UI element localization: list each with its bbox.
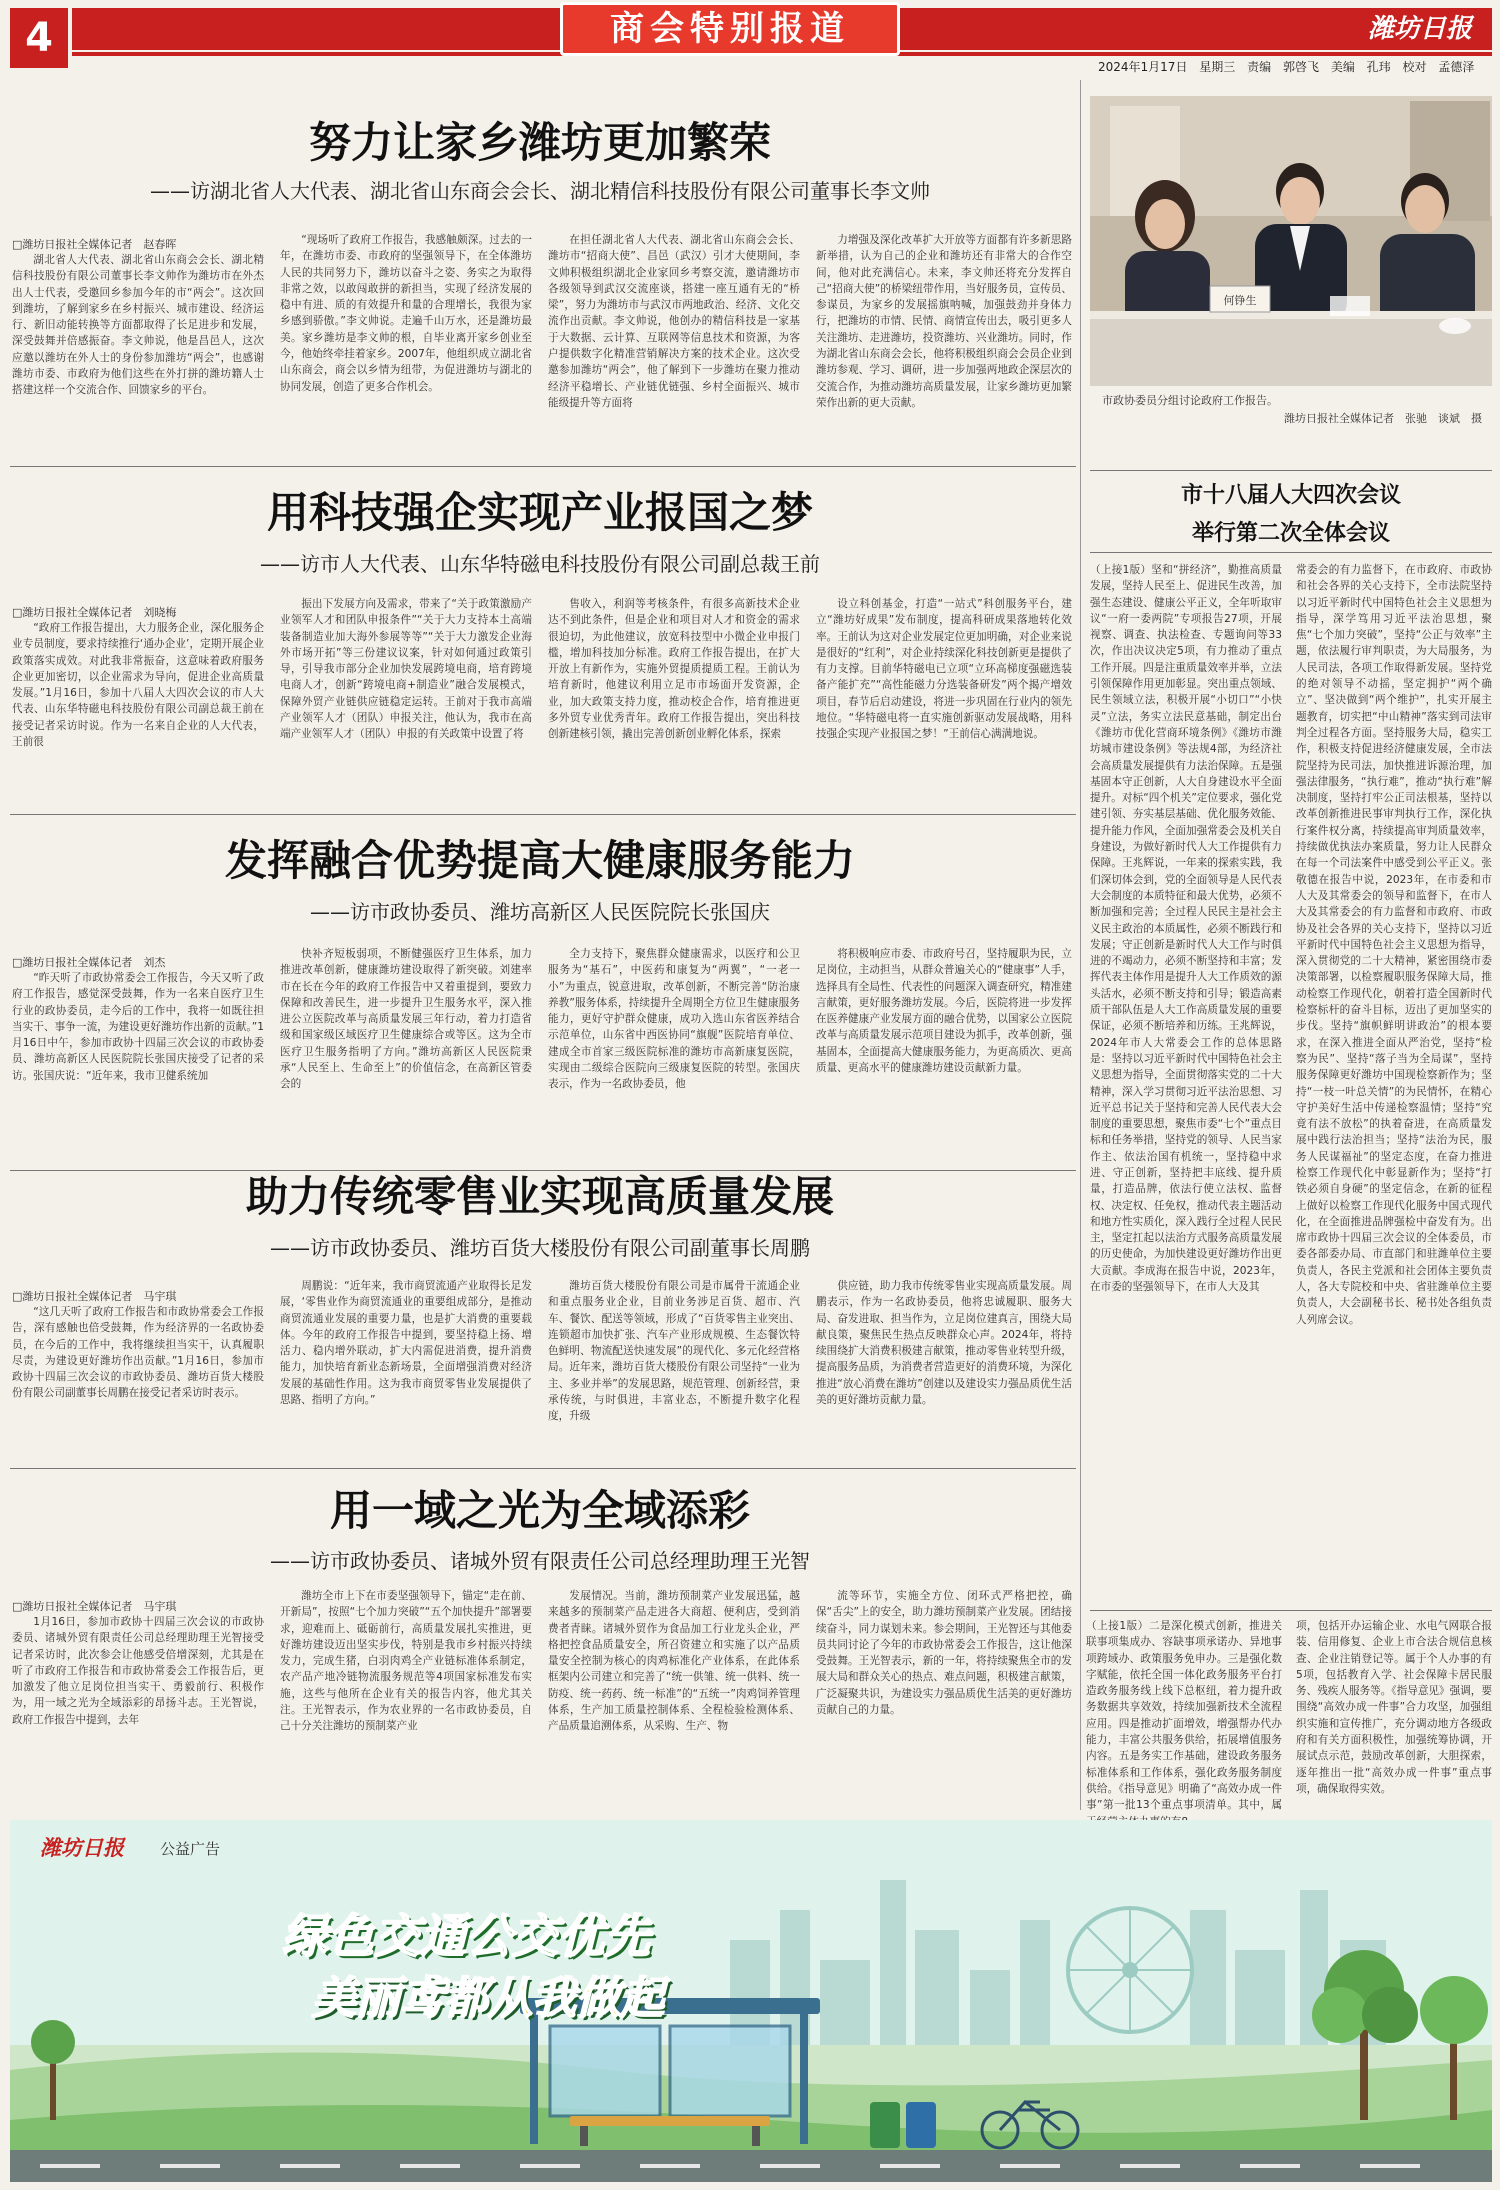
ad-label: 公益广告 — [160, 1840, 221, 1858]
section-title: 商会特别报道 — [610, 9, 850, 49]
article-2-headline: 用科技强企实现产业报国之梦 — [266, 488, 813, 537]
photo-credit: 潍坊日报社全媒体记者 张驰 谈斌 摄 — [1284, 412, 1482, 425]
staff-role: 美编 — [1330, 60, 1355, 74]
masthead — [0, 0, 1500, 72]
article-5-byline: □潍坊日报社全媒体记者 马宇琪 — [12, 1600, 177, 1613]
article-1-column: 湖北省人大代表、湖北省山东商会会长、湖北精信科技股份有限公司董事长李文帅作为潍坊市在外杰出人士代表，受邀回乡参加今年的市“两会”。这次回到潍坊，了解到家乡在乡村振兴、城市建设、经济运行、新旧动能转换等方面都取得了长足进步和发展，深受鼓舞并倍感振奋。李文帅说，他是昌邑人，这次应邀以潍坊在外人士的身份参加潍坊“两会”，也感谢潍坊市委、市政府为他们这些在外打拼的潍坊籍人士搭建这样一个交流合作、回馈家乡的平台。 — [12, 254, 264, 397]
article-1-subhead: ——访湖北省人大代表、湖北省山东商会会长、湖北精信科技股份有限公司董事长李文帅 — [150, 179, 930, 203]
article-3-byline: □潍坊日报社全媒体记者 刘杰 — [12, 956, 166, 969]
public-service-ad — [10, 1820, 1492, 2182]
side-divider — [1090, 552, 1492, 553]
article-5-column: 1月16日，参加市政协十四届三次会议的市政协委员、诸城外贸有限责任公司总经理助理王光智接受记者采访时，此次参会让他感受倍增深刻，尤其是在听了市政府工作报告和市政协常委会工作报告后，更加激发了他立足岗位担当实干、勇毅前行、积极作为，用一域之光为全域添彩的昂扬斗志。王光智说，政府工作报告中提到，去年 — [12, 1616, 264, 1726]
article-divider — [10, 1468, 1076, 1469]
side-divider — [1090, 1610, 1492, 1611]
article-divider — [10, 466, 1076, 467]
photo-caption: 市政协委员分组讨论政府工作报告。 — [1102, 394, 1278, 407]
issue-weekday: 星期三 — [1199, 60, 1236, 74]
article-4-column: 供应链，助力我市传统零售业实现高质量发展。周鹏表示，作为一名政协委员，他将忠诚履职、服务大局、奋发进取、担当作为，立足岗位建真言，围绕大局献良策，聚焦民生热点反映群众心声。2024年，将持续围绕扩大消费积极建言献策，推动零售业转型升级，提高服务品质，为消费者营造更好的消费环境，为深化推进“放心消费在潍坊”创建以及建设实力强品质优生活美的更好潍坊贡献力量。 — [816, 1280, 1072, 1407]
article-5-column: 潍坊全市上下在市委坚强领导下，锚定“走在前、开新局”，按照“七个加力突破”“五个加快提升”部署要求，迎难而上、砥砺前行，高质量发展扎实推进，更好潍坊建设迈出坚实步伐，特别是我市乡村振兴持续发力，完成生猪，白羽肉鸡全产业链标准体系制定，农产品产地冷链物流服务规范等4项国家标准发布实施，这些与他所在企业有关的报告内容，他尤其关注。王光智表示，作为农业界的一名市政协委员，自己十分关注潍坊的预制菜产业 — [280, 1590, 532, 1733]
article-5-column: 发展情况。当前，潍坊预制菜产业发展迅猛，越来越多的预制菜产品走进各大商超、便利店，受到消费者青睐。诸城外贸作为食品加工行业龙头企业，严格把控食品质量安全，所召资建立和实施了以产品质量安全控制为核心的肉鸡标准化产业体系，在此体系框架内公司建立和完善了“统一供雏、统一供料、统一防疫、统一药药、统一标准”的“五统一”肉鸡饲养管理体系，生产加工质量控制体系、全程检验检测体系、产品质量追溯体系，从采购、生产、物 — [548, 1590, 800, 1733]
column-separator — [1080, 80, 1081, 1810]
article-3-column: 将积极响应市委、市政府号召，坚持履职为民，立足岗位，主动担当，从群众普遍关心的“健康事”人手，选择具有全局性、代表性的问题深入调查研究，精准建言献策，更好服务潍坊发展。今后，医院将进一步发挥在医养健康产业发展方面的融合优势，以国家公立医院改革与高质量发展示范项目建设为抓手，改革创新，强基固本，全面提高大健康服务能力，为更高质次、更高质量、更高水平的健康潍坊建设贡献新力量。 — [816, 948, 1072, 1075]
continuation-column: 项，包括开办运输企业、水电气网联合报装、信用修复、企业上市合法合规信息核查、企业注销登记等。属于个人办事的有5项，包括教育入学、社会保障卡居民服务、残疾人服务等。《指导意见》强调，要围绕“高效办成一件事”合力攻坚，加强组织实施和宣传推广，充分调动地方各级政府和有关方面积极性，加强统筹协调，开展试点示范，鼓励改革创新，大胆探索，逐年推出一批“高效办成一件事”重点事项，确保取得实效。 — [1296, 1620, 1492, 1795]
article-1-column: 在担任湖北省人大代表、湖北省山东商会会长、潍坊市“招商大使”、昌邑（武汉）引才大使期间，李文帅积极组织湖北企业家回乡考察交流，邀请潍坊市各级领导到武汉交流座谈，搭建一座互通有无的“桥梁”，努力为潍坊市与武汉市两地政治、经济、文化交流作出贡献。李文帅说，他创办的精信科技是一家基于大数据、云计算、互联网等信息技术和资源，为客户提供数字化精准营销解决方案的技术企业。这次受邀参加潍坊“两会”，他了解到下一步潍坊在聚力推动经济平稳增长、产业链优链强、乡村全面振兴、城市能级提升等方面将 — [548, 234, 800, 409]
article-1-column: 力增强及深化改革扩大开放等方面都有许多新思路新举措，认为自己的企业和潍坊还有非常大的合作空间，他对此充满信心。未来，李文帅还将充分发挥自己“招商大使”的桥梁纽带作用，当好服务员，宣传员、参谋员，为家乡的发展摇旗呐喊，加强鼓劲并身体力行，把潍坊的市情、民情、商情宣传出去，吸引更多人关注潍坊、走进潍坊，投资潍坊、兴业潍坊。同时，作为湖北省山东商会会长，他将积极组织商会会员企业到潍坊参观、学习、调研，进一步加强两地政企深层次的交流合作，为推动潍坊高质量发展，让家乡潍坊更加繁荣作出新的更大贡献。 — [816, 234, 1072, 409]
article-4-subhead: ——访市政协委员、潍坊百货大楼股份有限公司副董事长周鹏 — [270, 1236, 810, 1260]
staff-role: 责编 — [1247, 60, 1272, 74]
article-5-headline: 用一域之光为全域添彩 — [329, 1486, 750, 1535]
side-divider — [1090, 470, 1492, 471]
side-article-column: 常委会的有力监督下，在市政府、市政协和社会各界的关心支持下，全市法院坚持以习近平新时代中国特色社会主义思想为指导，深学笃用习近平法治思想，聚焦“七个加力突破”，坚持“公正与效率”主题，依法履行审判职责，为大局服务，为人民司法，各项工作取得新发展。坚持党的绝对领导不动摇，坚定拥护“两个确立”、坚决做到“两个维护”，扎实开展主题教育，切实把“中山精神”落实到司法审判全过程各方面。坚持服务大局，稳实工作，积极支持促进经济健康发展，全市法院坚持为民司法，加快推进诉源治理，加强法律服务，“执行难”，推动“执行难”解决制度，坚持打牢公正司法根基，坚持以改革创新推进民事审判执行工作，深化执行案件权分离，持续提高审判质量效率，持续做优执法办案质量，努力让人民群众在每一个司法案件中感受到公平正义。张敬德在报告中说，2023年，在市委和市人大及其常委会的领导和监督下，在市人大及其常委会的有力监督和市政府、市政协及社会各界的关心支持下，坚持以习近平新时代中国特色社会主义思想为指导，深入贯彻党的二十大精神，紧密围绕市委决策部署，以检察履职服务保障大局，推动检察工作现代化，朝着打造全国新时代检察标杆的奋斗目标，迈出了更加坚实的步伐。坚持“旗帜鲜明讲政治”的根本要求，在深入推进全面从严治党，坚持“检察为民”、坚持“落子当为全局谋”，坚持服务保障更好潍坊中国现检察新作为；坚持“一枝一叶总关情”的为民情怀，在精心守护美好生活中传递检察温情；坚持“究竟有法不放松”的执着奋进，在高质量发展中践行法治担当；坚持“法治为民，服务人民谋福祉”的坚定态度，在奋力推进检察工作现代化中彰显新作为；坚持“打铁必须自身硬”的坚定信念，在新的征程上做好以检察工作现代化服务中国式现代化，在全面推进品牌强检中奋发有为。出席市政协十四届三次会议的全体委员，市委各部委办局、市直部门和驻潍单位主要负责人，各民主党派和社会团体主要负责人，各大专院校和中央、省驻潍单位主要负责人，大会副秘书长、秘书处各组负责人列席会议。 — [1296, 564, 1492, 1326]
article-3-column: “昨天听了市政协常委会工作报告，今天又听了政府工作报告，感觉深受鼓舞，作为一名来自医疗卫生行业的政协委员，走今后的工作中，我将一如既往担当实干、事争一流，为建设更好潍坊作出新的贡献。”1月16日中午，参加市政协十四届三次会议的市政协委员、潍坊高新区人民医院院长张国庆接受了记者的采访。张国庆说：“近年来，我市卫健系统加 — [12, 972, 264, 1082]
article-2-byline: □潍坊日报社全媒体记者 刘晓梅 — [12, 606, 177, 619]
issue-date: 2024年1月17日 — [1098, 60, 1188, 74]
article-2-column: “政府工作报告提出，大力服务企业，深化服务企业专员制度，要求持续推行‘通办企业’，定期开展企业政策落实成效。对此我非常振奋，这意味着政府服务企业更加密切，以企业需求为导向，促进企业高质量发展。”1月16日，参加十八届人大四次会议的市人大代表、山东华特磁电科技股份有限公司副总裁王前在接受记者采访时说。作为一名来自企业的人大代表，王前很 — [12, 622, 264, 749]
staff-name: 孔玮 — [1366, 60, 1391, 74]
staff-name: 郭啓飞 — [1282, 60, 1319, 74]
article-4-column: “这几天听了政府工作报告和市政协常委会工作报告，深有感触也倍受鼓舞，作为经济界的一名政协委员，在今后的工作中，我将继续担当实干，认真履职尽责，为建设更好潍坊作出贡献。”1月16日，参加市政协十四届三次会议的市政协委员、潍坊百货大楼股份有限公司副董事长周鹏在接受记者采访时表示。 — [12, 1306, 264, 1400]
article-1-column: “现场听了政府工作报告，我感触颇深。过去的一年，在潍坊市委、市政府的坚强领导下，在全体潍坊人民的共同努力下，潍坊以奋斗之姿、务实之为取得非常之效，以敢闯敢拼的新担当，实现了经济发展的稳中有进、质的有效提升和量的合理增长，我很为家乡感到骄傲。”李文帅说。走遍千山万水，还是潍坊最美。家乡潍坊是李文帅的根，自毕业离开家乡创业至今，他始终牵挂着家乡。2007年，他组织成立湖北省山东商会，商会以乡情为纽带，为促进潍坊与湖北的协同发展，创造了更多合作机会。 — [280, 234, 532, 393]
staff-role: 校对 — [1402, 60, 1427, 74]
side-article-headline-1: 市十八届人大四次会议 — [1180, 482, 1401, 508]
article-1-byline: □潍坊日报社全媒体记者 赵春晖 — [12, 238, 177, 251]
news-photo — [1090, 96, 1492, 386]
article-2-subhead: ——访市人大代表、山东华特磁电科技股份有限公司副总裁王前 — [260, 552, 820, 576]
photo-caption-block — [1090, 392, 1492, 432]
article-5-subhead: ——访市政协委员、诸城外贸有限责任公司总经理助理王光智 — [270, 1549, 810, 1573]
article-3-subhead: ——访市政协委员、潍坊高新区人民医院院长张国庆 — [310, 900, 770, 924]
side-article-headline-2: 举行第二次全体会议 — [1191, 520, 1390, 546]
continuation-column: （上接1版）二是深化模式创新，推进关联事项集成办、容缺事项承诺办、异地事项跨域办、政策服务免申办。三是强化数字赋能，依托全国一体化政务服务平台打造政务服务线上线下总枢纽，着力提升政务数据共享效效，持续加强新技术全流程应用。四是推动扩面增效，增强帮办代办能力，丰富公共服务供给，拓展增值服务内容。五是务实工作基础，建设政务服务标准体系和工作体系，强化政务服务制度供给。《指导意见》明确了“高效办成一件事”第一批13个重点事项清单。其中，属 — [1086, 1620, 1282, 1812]
article-divider — [10, 814, 1076, 815]
article-4-byline: □潍坊日报社全媒体记者 马宇琪 — [12, 1290, 177, 1303]
date-line — [1090, 58, 1495, 74]
article-3-column: 快补齐短板弱项，不断健强医疗卫生体系，加力推进改革创新，健康潍坊建设取得了新突破。刘建率市在长在今年的政府工作报告中又着重提到，要致力保障和改善民生，进一步提升卫生服务水平，深入推进公立医院改革与高质量发展三年行动，着力打造省级和国家级区域医疗卫生健康综合或等区。这为全市医疗卫生服务指明了方向。”潍坊高新区人民医院秉承“人民至上、生命至上”的价值信念，在高新区管委会的 — [280, 948, 532, 1091]
meeting-photo-illustration — [1090, 96, 1492, 386]
article-2-column: 设立科创基金，打造“一站式”科创服务平台，建立“潍坊好成果”发布制度，提高科研成果落地转化效率。王前认为这对企业发展定位更加明确，对企业来说是很好的“红利”，对企业持续深化科技创新更是提供了有力支撑。目前华特磁电已立项“立环高梯度强磁选装备产能扩充”“高性能磁力分选装备研发”两个揭产增效项目，春节后启动建设，将进一步巩固在行业内的领先地位。“华特磁电将一直实施创新驱动发展战略，用科技强企实现产业报国之梦！”王前信心满满地说。 — [816, 598, 1072, 741]
ad-slogan-line-2: 美丽鸢都从我做起 — [312, 1973, 664, 2024]
ad-illustration — [10, 1820, 1492, 2182]
article-4-column: 周鹏说：“近年来，我市商贸流通产业取得长足发展，‘零售业作为商贸流通业的重要组成部分，是推动商贸流通业发展的重要力量，也是扩大消费的重要载体。今年的政府工作报告中提到，要坚持稳上扬、增活力、稳内增外联动，扩大内需促进消费，提升消费能力，加快培育新业态新场景，全面增强消费对经济发展的基础性作用。这为我市商贸零售业发展提供了思路、指明了方向。” — [280, 1280, 532, 1407]
article-1-headline: 努力让家乡潍坊更加繁荣 — [308, 118, 771, 167]
article-2-column: 振出下发展方向及需求，带来了“关于政策激励产业领军人才和团队申报条件”“关于大力支持本土高端装备制造业加大海外参展等等”“关于大力激发企业海外市场开拓”等三份建议议案，针对如何通过政策引导，引导我市部分企业加快发展跨境电商，培育跨境电商人才，创新“跨境电商+制造业”融合发展模式，保障外贸产业链供应链稳定运转。王前对于我市高端产业领军人才（团队）申报关注，他认为，我市在高端产业领军人才（团队）申报的有关政策中设置了将 — [280, 598, 532, 741]
ad-brand: 潍坊日报 — [40, 1835, 124, 1860]
staff-name: 孟德泽 — [1438, 60, 1475, 74]
article-4-headline: 助力传统零售业实现高质量发展 — [245, 1172, 834, 1221]
page-number: 4 — [25, 15, 53, 61]
ad-slogan-line-1: 绿色交通公交优先 — [282, 1909, 650, 1963]
article-4-column: 潍坊百货大楼股份有限公司是市属骨干流通企业和重点服务业企业，目前业务涉足百货、超市、汽车、餐饮、配送等领域，形成了“百货零售主业突出、连锁超市加快扩张、汽车产业形成规模、生态餐饮特色鲜明、物流配送快速发展”的现代化、多元化经营格局。近年来，潍坊百货大楼股份有限公司坚持“一业为主、多业并举”的发展思路，规范管理、创新经营，秉承传统，与时俱进，丰富业态，不断提升数字化程度，升级 — [548, 1280, 800, 1423]
article-3-headline: 发挥融合优势提高大健康服务能力 — [224, 836, 855, 885]
nameplate: 何铮生 — [1223, 294, 1257, 307]
article-5-column: 流等环节，实施全方位、闭环式严格把控，确保“舌尖”上的安全，助力潍坊预制菜产业发展。团结接续奋斗，同力谋划未来。参会期间，王光智还与其他委员共同讨论了今年的市政协常委会工作报告，这让他深受鼓舞。王光智表示，新的一年，将持续聚焦全市的发展大局和群众关心的热点、难点问题，积极建言献策，广泛凝聚共识，为建设实力强品质优生活美的更好潍坊贡献自己的力量。 — [816, 1590, 1072, 1717]
newspaper-logo: 潍坊日报 — [1367, 14, 1472, 44]
side-article-column: （上接1版）坚和“拼经济”，勤推高质量发展，坚持人民至上、促进民生改善，加强生态建设、健康公平正义，全年听取审议“一府一委两院”专项报告27项，开展视察、调查、执法检查、专题询问等33次，作出决议决定5项，有力推动了重点工作开展。四是注重质量效率并举，立法引领保障作用更加彰显。突出重点领域、民生领域立法，积极开展“小切口”“小快灵”立法，务实立法民意基础，制定出台《潍坊市优化营商环境条例》《潍坊市潍坊城市建设条例》等法规4部，为经济社会高质量发展提供有力法治保障。五是强基固本守正创新，人大自身建设水平全面提升。对标“四个机关”定位要求，强化党建引领、夯实基层基础、优化服务效能、提升能力作风，全面加强常委会及机关自身建设，为做好新时代人大工作提供有力保障。王兆辉说，一年来的探索实践，我们深切体会到，党的全面领导是人民代表大会制度的本质特征和最大优势，必须不断加强和完善；全过程人民民主是社会主义民主政治的本质属性，必须不断践行和发展；守正创新是新时代人大工作与时俱进的不竭动力，必须不断坚持和丰富；发挥代表主体作用是提升人大工作质效的源头活水，必须不断支持和引导；锻造高素质干部队伍是人大工作高质量发展的重要保证，必须不断培养和历练。王兆辉说，2024年市人大常委会工作的总体思路是：坚持以习近平新时代中国特色社会主义思想为指导，全面贯彻落实党的二十大精神，深入学习贯彻习近平法治思想、习近平总书记关于坚持和完善人民代表大会制度的重要思想，聚焦市委“七个”重点目标和任务举措，坚持党的领导、人民当家作主、依法治国有机统一，坚持稳中求进、守正创新，坚持把丰底线、提升质量，打造品牌，依法行使立法权、监督权、决定权、任免权，推动代表主题活动和地方性实质化，深入践行全过程人民民主，坚定扛起以法治方式服务高质量发展的历史使命，为加快建设更好潍坊作出更大贡献。李成海在报告中说，2023年，在市委的坚强领导下，在市人大及其 — [1090, 564, 1282, 1294]
article-3-column: 全力支持下，聚焦群众健康需求，以医疗和公卫服务为“基石”，中医药和康复为“两翼”，“一老一小”为重点，锐意进取，改革创新，不断完善“防治康养教”服务体系，持续提升全周期全方位卫生健康服务能力，更好守护群众健康，成功入选山东省医养结合示范单位，山东省中西医协同“旗舰”医院培育单位、建成全市首家三级医院标准的潍坊市高新康复医院，实现由二级综合医院向三级康复医院的转型。张国庆表示，作为一名政协委员，他 — [548, 948, 800, 1091]
article-2-column: 售收入，利润等考核条件，有很多高新技术企业达不到此条件，但是企业和项目对人才和资金的需求很迫切，为此他建议，放宽科技型中小微企业申报门槛，增加科技加分标准。政府工作报告提出，在扩大开放上有新作为，实施外贸提质提质工程。王前认为培育新时，他建议利用立足市市场面开发资源，企业，加大政策支持力度，推动校企合作，培育推进更多外贸专业优秀青年。政府工作报告提出，突出科技创新建核引领，撬出完善创新创业孵化体系，探索 — [548, 598, 800, 741]
